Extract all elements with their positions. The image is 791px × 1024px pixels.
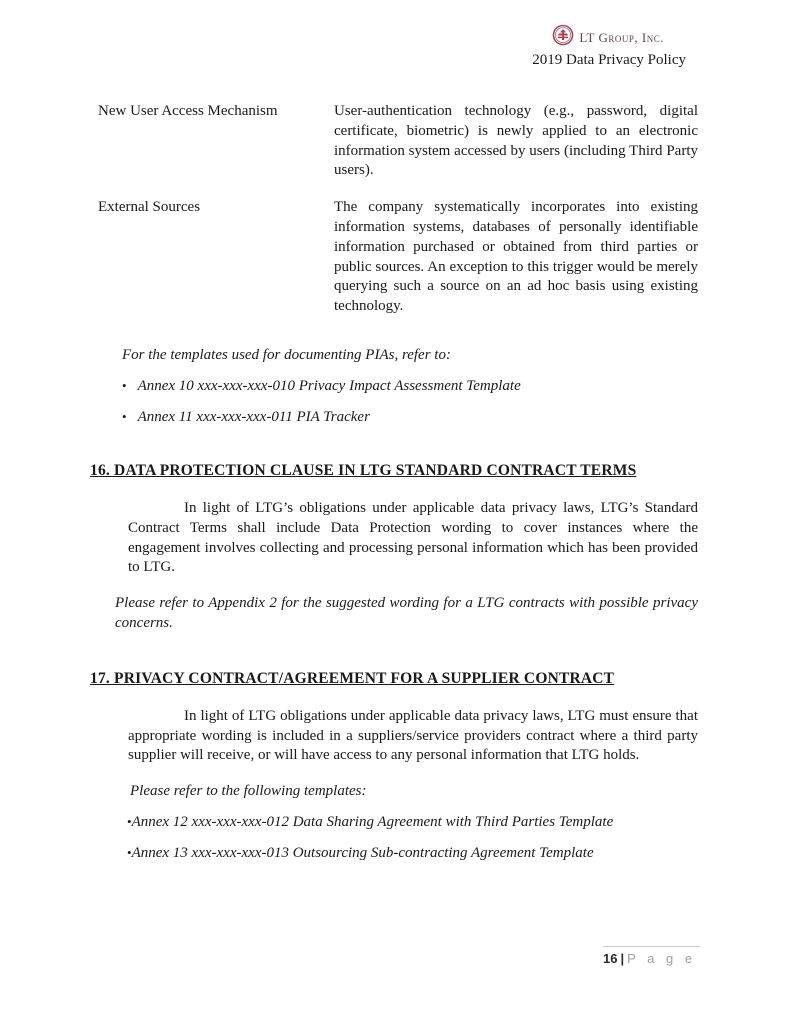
section-16-heading-text: 16. DATA PROTECTION CLAUSE IN LTG STANDARD CONTRACT TERMS: [90, 461, 637, 479]
definition-term: New User Access Mechanism: [98, 103, 278, 119]
list-item: [127, 845, 698, 862]
section-17-heading-text: 17. PRIVACY CONTRACT/AGREEMENT FOR A SUPPLIER CONTRACT: [90, 669, 615, 687]
page-number: 16: [603, 951, 618, 966]
section-16-body: In light of LTG’s obligations under applicable data privacy laws, LTG’s Standard Contract Terms shall include Data Protection wording to cover instances where the engagement involves collecting and processing personal information which has been provided to LTG.: [128, 499, 698, 576]
list-item: [122, 409, 698, 426]
list-item-text: Annex 13 xxx-xxx-xxx-013 Outsourcing Sub-contracting Agreement Template: [131, 845, 594, 862]
list-item: [122, 378, 698, 395]
definition-table: [98, 102, 698, 317]
definition-description: The company systematically incorporates into existing information systems, databases of personally identifiable information purchased or obtained from third parties or public sources. An exception to this trigger would be merely querying such a source on an ad hoc basis using existing technology.: [334, 199, 698, 315]
bullet-icon: •: [122, 377, 127, 393]
bullet-icon: •: [122, 408, 127, 424]
bullet-icon: •: [127, 845, 132, 861]
definition-term: External Sources: [98, 199, 201, 216]
section-17-heading: [90, 670, 698, 688]
list-item: [127, 814, 698, 831]
footer-page-label: P a g e: [627, 951, 697, 966]
templates-intro: Please refer to the following templates:: [130, 783, 367, 800]
pia-note-intro: For the templates used for documenting PIAs, refer to:: [122, 346, 451, 363]
bullet-icon: •: [127, 814, 132, 830]
footer-separator: |: [620, 951, 625, 966]
company-name: LT Group, Inc.: [579, 29, 664, 45]
list-item-text: Annex 12 xxx-xxx-xxx-012 Data Sharing Agreement with Third Parties Template: [131, 814, 614, 831]
page-header: [0, 0, 791, 69]
definition-description: User-authentication technology (e.g., password, digital certificate, biometric) is newly applied to an electronic information system accessed by users (including Third Party users).: [334, 103, 698, 179]
supplier-templates-list: [127, 814, 698, 862]
section-16-note: Please refer to Appendix 2 for the suggested wording for a LTG contracts with possible privacy concerns.: [115, 595, 698, 631]
section-16-heading: [90, 462, 698, 480]
list-item-text: Annex 11 xxx-xxx-xxx-011 PIA Tracker: [137, 408, 370, 425]
document-title: 2019 Data Privacy Policy: [532, 52, 686, 68]
pia-templates-note: [122, 347, 698, 426]
page-footer: [603, 946, 700, 966]
pia-templates-list: [122, 378, 698, 426]
section-17-body: In light of LTG obligations under applicable data privacy laws, LTG must ensure that appropriate wording is included in a suppliers/service providers contract where a third party supplier will receive, or will have access to any personal information that LTG holds.: [128, 707, 698, 764]
list-item-text: Annex 10 xxx-xxx-xxx-010 Privacy Impact Assessment Template: [137, 377, 521, 394]
company-logo: [552, 24, 664, 51]
lt-group-logo-icon: [552, 24, 574, 51]
